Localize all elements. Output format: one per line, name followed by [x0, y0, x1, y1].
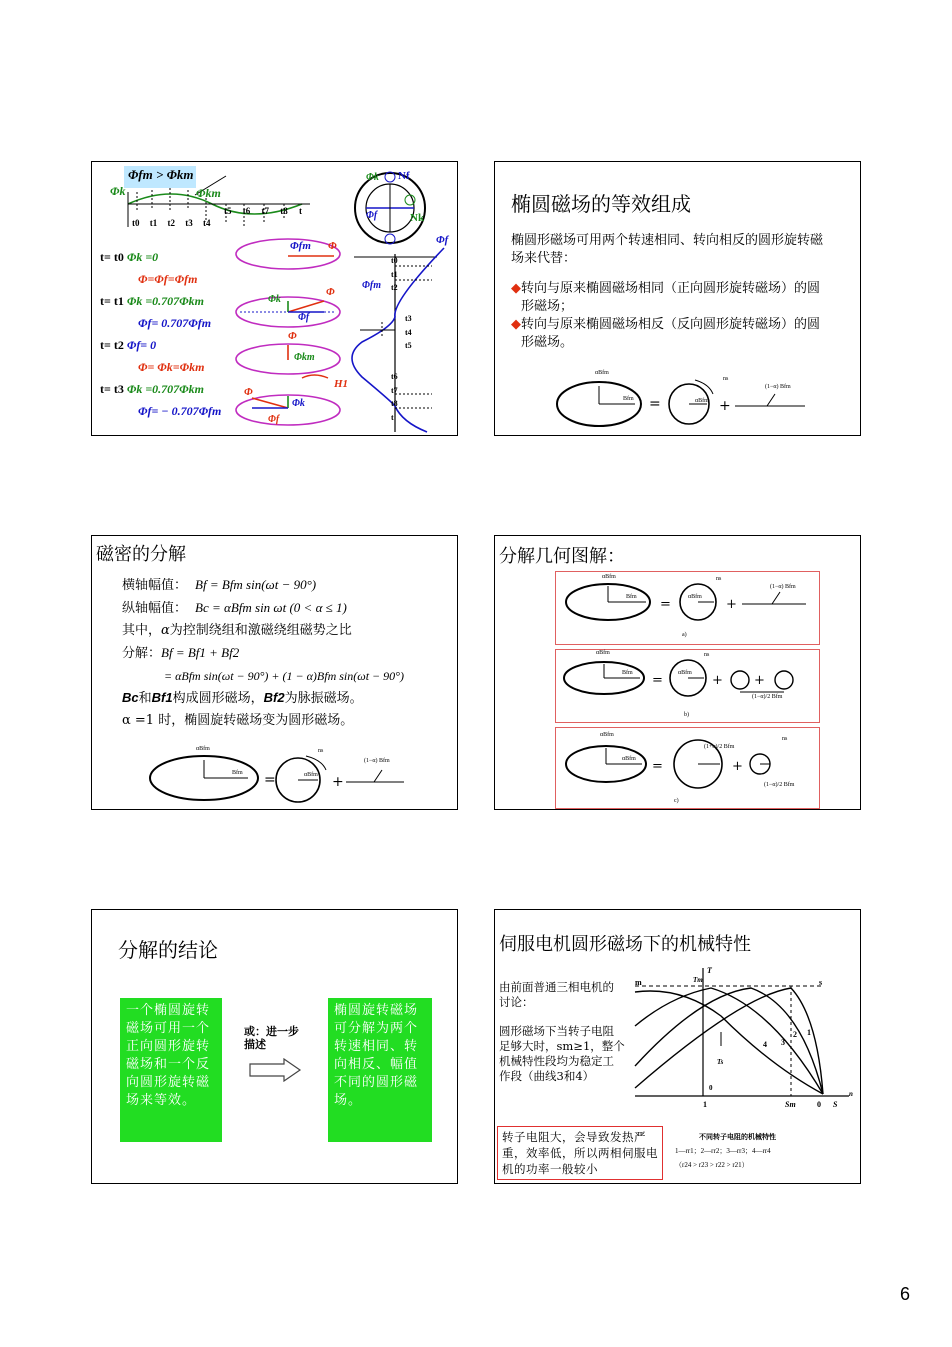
axis-sm: Sm [785, 1100, 796, 1109]
motor-phi-k: Φk [366, 172, 379, 183]
figure-c-graphic [556, 728, 819, 808]
formula-line: 分解：Bf = Bf1 + Bf2 [122, 645, 240, 661]
svg-text:=: = [652, 759, 663, 774]
svg-text:=: = [652, 673, 663, 688]
fig-b-Bfm: Bfm [622, 670, 633, 676]
fig-aBfm: αBfm [595, 370, 609, 376]
graph-Ts: Ts [717, 1058, 724, 1066]
right-arrow-icon [248, 1058, 302, 1082]
svg-text:=: = [649, 396, 661, 412]
paragraph-2: 圆形磁场下当转子电阻足够大时，sm≥1，整个机械特性段均为稳定工作段（曲线3和4） [499, 1024, 625, 1083]
fig-c-ns: ns [782, 736, 788, 742]
fig-aBfm: αBfm [196, 746, 210, 752]
axis-0: 0 [817, 1100, 821, 1109]
fig-b-ns: ns [704, 652, 710, 658]
curve-label-3: 3 [781, 1038, 785, 1047]
torque-speed-graph [631, 966, 855, 1116]
graph-T: T [707, 966, 712, 975]
curve-label-2: 2 [793, 1030, 797, 1039]
slide-title: 磁密的分解 [96, 544, 186, 565]
h1-label: H1 [334, 378, 349, 390]
svg-text:+: + [754, 673, 765, 688]
formula-line: 横轴幅值： Bf = Bfm sin(ωt − 90°) [122, 577, 317, 593]
middle-label: 或：进一步描述 [244, 1026, 299, 1051]
formula-block [122, 574, 404, 732]
curve-label-1: 1 [807, 1028, 811, 1037]
slide-title: 分解几何图解： [499, 546, 625, 567]
fig-a-Bfm: Bfm [626, 594, 637, 600]
formula-line: 其中，α为控制绕组和激磁绕组磁势之比 [122, 623, 352, 638]
graph-caption: 不同转子电阻的机械特性 [699, 1134, 776, 1141]
fig-rest: (1−α) Bfm [364, 758, 390, 764]
formula-line: = αBfm sin(ωt − 90°) + (1 − α)Bfm sin(ωt − 90°) [164, 669, 404, 683]
fig-c-bottom-label: (1−α)/2 Bfm [764, 782, 795, 788]
fig-ns: ns [318, 748, 324, 754]
svg-text:+: + [712, 673, 723, 688]
fig-a-ns: ns [716, 576, 722, 582]
graph-s: s [819, 978, 823, 987]
slide-mechanical-characteristics [494, 909, 861, 1184]
fig-a-circle: αBfm [688, 594, 702, 600]
caption-c: c) [674, 798, 679, 804]
paragraph-1: 由前面普通三相电机的讨论： [499, 980, 614, 1009]
caption-a: a) [682, 632, 687, 638]
figure-a [555, 571, 820, 645]
time-rows: t= t0 Φk =0 Φ=Φf=Φfm t= t1 Φk =0.707Φkm Φf= 0.707Φfm t= t2 Φf= 0 Φ= Φk=Φkm t= t3 Φk =0.707Φkm Φf= − 0.707Φfm [100, 250, 222, 418]
ellipse2-phi-k: Φk [268, 294, 281, 305]
figure-b [555, 649, 820, 723]
svg-text:=: = [264, 772, 276, 788]
svg-text:+: + [726, 597, 737, 612]
slide-geometric-decomposition [494, 535, 861, 810]
fig-c-aBfm: αBfm [600, 732, 614, 738]
ellipse2-phi-f: Φf [298, 312, 310, 323]
axis-1: 1 [703, 1100, 707, 1109]
time-axis-labels-right: t5 t6 t7 t8 t [224, 206, 302, 216]
slide-title: 椭圆磁场的等效组成 [511, 192, 691, 216]
fig-circle-label: αBfm [304, 772, 318, 778]
bullet-item: ◆ 转向与原来椭圆磁场相同（正向圆形旋转磁场）的圆形磁场； [511, 281, 821, 314]
graph-Tm: Tm [693, 976, 703, 984]
svg-text:+: + [719, 398, 731, 414]
slide-phasor-diagram [91, 161, 458, 436]
ellipse1-phi-fm: Φfm [290, 240, 311, 252]
ellipse3-phi-km: Φkm [294, 352, 315, 363]
slide-conclusion [91, 909, 458, 1184]
ellipse3-phi: Φ [288, 330, 297, 342]
time-axis-labels: t0 t1 t2 t3 t4 [132, 218, 211, 228]
right-green-box: 椭圆旋转磁场可分解为两个转速相同、转向相反、幅值不同的圆形磁场。 [328, 998, 432, 1142]
fig-c-Bfm: αBfm [622, 756, 636, 762]
motor-phi-f: Φf [366, 210, 378, 221]
ellipse4-phi: Φ [244, 386, 253, 398]
intro-text: 椭圆形磁场可用两个转速相同、转向相反的圆形旋转磁场来代替： [511, 233, 824, 266]
ellipse2-phi: Φ [326, 286, 335, 298]
slide-ellipse-equivalent [494, 161, 861, 436]
page-number: 6 [899, 1284, 910, 1304]
highlighted-note: 转子电阻大，会导致发热严重，效率低，所以两相伺服电机的功率一般较小 [497, 1126, 663, 1180]
fig-a-rest: (1−α) Bfm [770, 584, 796, 590]
phi-km-label: Φkm [196, 186, 221, 200]
fig-b-aBfm: αBfm [596, 650, 610, 656]
figure-c [555, 727, 820, 809]
fig-rest: (1−α) Bfm [765, 384, 791, 390]
caption-b: b) [684, 712, 689, 718]
ellipse4-phi-f: Φf [268, 414, 280, 425]
fig-b-circle: αBfm [678, 670, 692, 676]
phi-k-label: Φk [110, 184, 126, 198]
axis-S: S [833, 1100, 838, 1109]
graph-legend-1: 1—rr1；2—rr2；3—rr3；4—rr4 [675, 1147, 771, 1155]
motor-nk: Nk [410, 212, 425, 224]
fig-Bfm: Bfm [232, 770, 243, 776]
fig-b-label: (1−α)/2 Bfm [752, 694, 783, 700]
bullet-list [511, 280, 831, 352]
svg-text:=: = [660, 597, 671, 612]
graph-m: m [635, 978, 642, 987]
fig-c-top-label: (1+α)/2 Bfm [704, 744, 735, 750]
right-phi-fm: Φfm [362, 280, 381, 291]
decomposition-figure [555, 372, 815, 428]
ellipse4-phi-k: Φk [292, 398, 305, 409]
formula-line: 纵轴幅值： Bc = αBfm sin ωt (0 < α ≤ 1) [122, 600, 347, 616]
svg-text:+: + [732, 759, 743, 774]
right-time-labels-mid: t3 t4 t5 [405, 314, 412, 350]
bullet-item: ◆ 转向与原来椭圆磁场相反（反向圆形旋转磁场）的圆形磁场。 [511, 317, 821, 350]
svg-text:+: + [332, 774, 344, 790]
graph-legend-2: （r24 > r23 > r22 > r21） [675, 1161, 749, 1169]
left-green-box: 一个椭圆旋转磁场可用一个正向圆形旋转磁场和一个反向圆形旋转磁场来等效。 [120, 998, 222, 1142]
figure-a-graphic [556, 572, 819, 644]
graph-zero: 0 [709, 1084, 713, 1092]
right-time-labels: t0 t1 t2 [391, 256, 398, 292]
slide-title: 伺服电机圆形磁场下的机械特性 [499, 934, 751, 955]
axis-n: n [849, 1090, 853, 1098]
formula-line: α =1 时，椭圆旋转磁场变为圆形磁场。 [122, 713, 354, 728]
fig-a-aBfm: αBfm [602, 574, 616, 580]
fig-circle-label: αBfm [695, 398, 709, 404]
fig-ns: ns [723, 376, 729, 382]
motor-nf: Nf [398, 170, 410, 182]
ellipse1-phi: Φ [328, 240, 337, 252]
header-inequality: Φfm > Φkm [128, 167, 194, 182]
right-time-labels-bottom: t6 t7 t8 t [391, 372, 398, 422]
fig-Bfm: Bfm [623, 396, 634, 402]
slide-title: 分解的结论 [118, 938, 218, 962]
formula-line: Bc和Bf1构成圆形磁场，Bf2为脉振磁场。 [122, 690, 363, 706]
curve-label-4: 4 [763, 1040, 767, 1049]
slide-flux-decomposition [91, 535, 458, 810]
decomposition-figure [148, 748, 408, 806]
right-phi-f: Φf [436, 234, 449, 246]
